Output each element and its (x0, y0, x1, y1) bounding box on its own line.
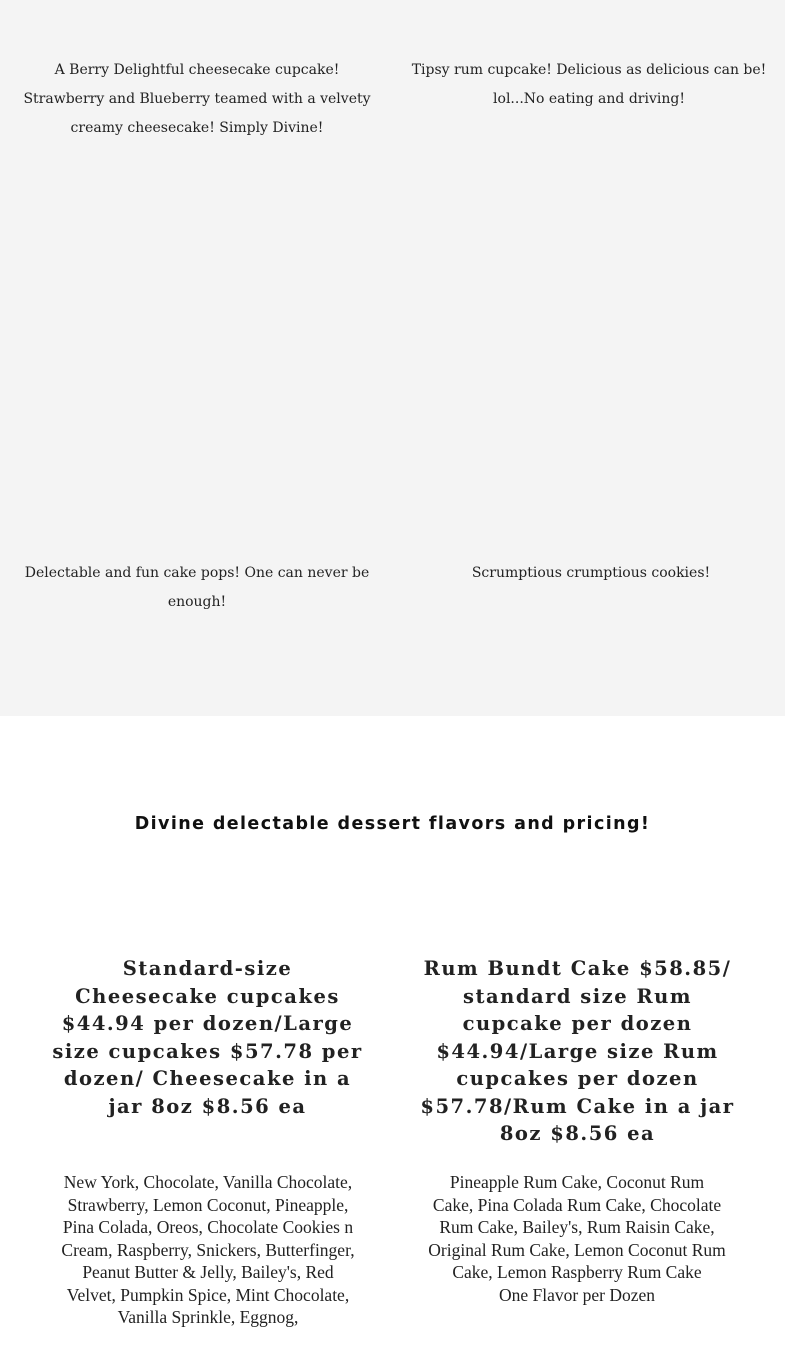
gallery-caption-cake-pops: Delectable and fun cake pops! One can never be enough! (24, 565, 370, 610)
cheesecake-flavor-list: New York, Chocolate, Vanilla Chocolate, Strawberry, Lemon Coconut, Pineapple, Pina Colada, Oreos, Chocolate Cookies n Cream, Raspberry, Snickers, Butterfinger, Peanut Butter & Jelly, Bailey's, Red Velvet, Pumpkin Spice, Mint Chocolate, Vanilla Sprinkle, Eggnog, (61, 1172, 355, 1327)
pricing-section-title: Divine delectable dessert flavors and pricing! (134, 814, 651, 834)
gallery-caption-cheesecake-cupcake: A Berry Delightful cheesecake cupcake! Strawberry and Blueberry teamed with a velvety creamy cheesecake! Simply Divine! (23, 62, 371, 136)
rum-cake-flavors-block (428, 1171, 726, 1306)
gallery-caption-cookies: Scrumptious crumptious cookies! (471, 565, 711, 581)
rum-cake-pricing-heading: Rum Bundt Cake $58.85/ standard size Rum cupcake per dozen $44.94/Large size Rum cupcakes per dozen $57.78/Rum Cake in a jar 8oz $8.56 ea (420, 957, 735, 1145)
flavor-per-dozen-note: One Flavor per Dozen (499, 1284, 655, 1305)
gallery-caption-rum-cupcake: Tipsy rum cupcake! Delicious as delicious can be! lol...No eating and driving! (411, 62, 767, 107)
cheesecake-pricing-heading: Standard-size Cheesecake cupcakes $44.94 per dozen/Large size cupcakes $57.78 per dozen/ Cheesecake in a jar 8oz $8.56 ea (52, 957, 363, 1118)
rum-cake-flavor-list: Pineapple Rum Cake, Coconut Rum Cake, Pina Colada Rum Cake, Chocolate Rum Cake, Bailey's, Rum Raisin Cake, Original Rum Cake, Lemon Coconut Rum Cake, Lemon Raspberry Rum Cake (428, 1172, 726, 1282)
